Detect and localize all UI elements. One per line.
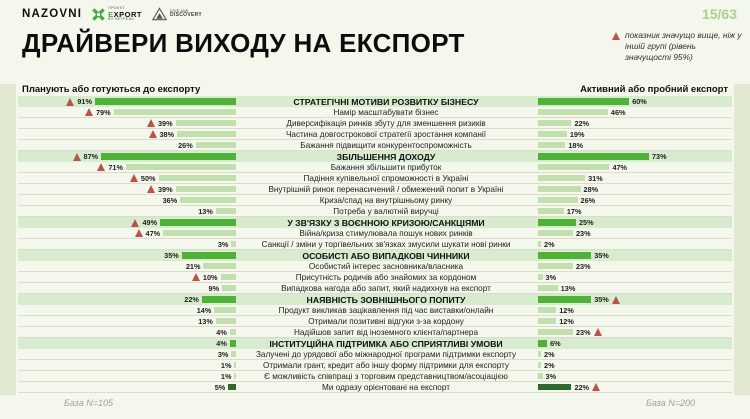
left-bar-zone (18, 152, 236, 161)
left-bar-zone (18, 119, 236, 128)
left-bar-zone (18, 350, 236, 359)
left-bar-zone (18, 207, 236, 216)
right-bar-zone (536, 306, 732, 315)
significance-triangle-icon (192, 273, 200, 281)
chart-row (18, 239, 732, 250)
left-bar (228, 384, 236, 390)
category-label: У ЗВ'ЯЗКУ З ВОЄННОЮ КРИЗОЮ/САНКЦІЯМИ (287, 217, 485, 228)
left-value-label: 14% (196, 305, 212, 315)
right-bar-zone (536, 328, 732, 337)
left-column-header: Планують або готуються до експорту (22, 84, 201, 95)
chart-row (18, 283, 732, 294)
left-value-label: 36% (162, 195, 178, 205)
left-bar-zone (18, 185, 236, 194)
row-label: Війна/криза стимулювала пошук нових ринків (299, 228, 473, 238)
right-bar (538, 219, 576, 226)
right-bar-zone (536, 174, 732, 183)
significance-legend (612, 30, 744, 63)
left-bar (180, 197, 236, 203)
left-bar-zone (18, 229, 236, 238)
category-row (18, 250, 732, 261)
left-value-label: 71% (108, 162, 123, 172)
right-value-label: 22% (574, 382, 590, 392)
base-note-left: База N=105 (64, 398, 114, 408)
discovery-logo (152, 7, 202, 21)
category-row (18, 151, 732, 162)
left-value-label: 50% (140, 173, 156, 183)
row-label: Отримали позитивні відгуки з-за кордону (308, 316, 464, 326)
left-bar (222, 285, 236, 291)
significance-triangle-icon (73, 153, 81, 161)
right-value-label: 23% (575, 228, 591, 238)
right-bar-zone (536, 196, 732, 205)
left-value-label: 3% (217, 349, 229, 359)
right-bar (538, 98, 629, 105)
right-bar-zone (536, 240, 732, 249)
row-label: Намір масштабувати бізнес (333, 107, 439, 117)
row-label: Диверсифікація ринків збуту для зменшення ризиків (286, 118, 486, 128)
category-label: ЗБІЛЬШЕННЯ ДОХОДУ (336, 151, 436, 162)
left-bar-zone (18, 130, 236, 139)
left-bar-zone (18, 295, 236, 304)
significance-triangle-icon (135, 229, 143, 237)
left-bar-zone (18, 306, 236, 315)
significance-triangle-icon (592, 383, 600, 391)
category-label: ОСОБИСТІ АБО ВИПАДКОВІ ЧИННИКИ (302, 250, 470, 261)
right-value-label: 2% (544, 360, 555, 370)
right-bar (538, 351, 541, 357)
right-bar-zone (536, 185, 732, 194)
chart-rows (18, 96, 732, 393)
page-edge-left (0, 84, 16, 395)
left-bar (216, 208, 236, 214)
right-value-label: 31% (588, 173, 603, 183)
category-row (18, 217, 732, 228)
left-value-label: 79% (95, 107, 111, 117)
right-bar-zone (536, 350, 732, 359)
significance-triangle-icon (612, 296, 620, 304)
right-bar-zone (536, 372, 732, 381)
row-label: Криза/спад на внутрішньому ринку (319, 195, 453, 205)
left-bar (196, 142, 236, 148)
right-value-label: 18% (568, 140, 583, 150)
right-bar (538, 362, 541, 368)
right-value-label: 17% (566, 206, 582, 216)
right-bar-zone (536, 284, 732, 293)
right-value-label: 12% (559, 316, 574, 326)
category-label: НАЯВНІСТЬ ЗОВНІШНЬОГО ПОПИТУ (306, 294, 466, 305)
right-bar (538, 241, 541, 247)
right-value-label: 25% (579, 218, 594, 227)
right-bar-zone (536, 218, 732, 227)
right-bar (538, 131, 567, 137)
right-bar (538, 164, 609, 170)
right-bar (538, 186, 581, 192)
right-bar (538, 373, 543, 379)
category-row (18, 294, 732, 305)
left-bar (163, 230, 236, 236)
row-label: Внутрішній ринок перенасичений / обмежений попит в Україні (268, 184, 504, 194)
export-logo-top: ПРОЄКТ (108, 6, 125, 10)
chart-row (18, 371, 732, 382)
right-value-label: 12% (559, 305, 574, 315)
left-bar (160, 219, 236, 226)
right-bar-zone (536, 361, 732, 370)
right-bar-zone (536, 295, 732, 304)
row-label: Потреба у валютній виручці (333, 206, 439, 216)
left-value-label: 1% (220, 371, 232, 381)
row-label: Випадкова нагода або запит, який надихнув на експорт (281, 283, 491, 293)
page-title: ДРАЙВЕРИ ВИХОДУ НА ЕКСПОРТ (22, 28, 465, 58)
left-bar-zone (18, 97, 236, 106)
left-value-label: 87% (83, 152, 99, 161)
left-value-label: 3% (217, 239, 229, 249)
right-value-label: 35% (594, 295, 609, 304)
right-value-label: 19% (569, 129, 585, 139)
left-bar-zone (18, 174, 236, 183)
export-logo-sub: BY NETPEAK (108, 17, 135, 21)
page-edge-right (734, 84, 750, 395)
category-label: ІНСТИТУЦІЙНА ПІДТРИМКА АБО СПРИЯТЛИВІ УМОВИ (269, 338, 503, 349)
nazovni-logo: NAZOVNI (22, 8, 83, 21)
row-label: Надійшов запит від іноземного клієнта/партнера (293, 327, 479, 337)
left-value-label: 35% (164, 251, 179, 260)
right-bar-zone (536, 108, 732, 117)
right-bar (538, 285, 558, 291)
chart-row (18, 305, 732, 316)
significance-triangle-icon (147, 119, 155, 127)
right-bar (538, 318, 556, 324)
base-note-right: База N=200 (645, 398, 695, 408)
row-label: Частина довгострокової стратегії зростання компанії (285, 129, 487, 139)
left-bar-zone (18, 251, 236, 260)
right-bar (538, 197, 578, 203)
right-value-label: 6% (550, 339, 561, 348)
left-bar-zone (18, 284, 236, 293)
chart-row (18, 107, 732, 118)
discovery-logo-top: DIVE AND (170, 8, 189, 13)
row-label: Залучені до урядової або міжнародної програми підтримки експорту (255, 349, 517, 359)
category-row (18, 338, 732, 349)
significance-triangle-icon (66, 98, 74, 106)
chart-row (18, 316, 732, 327)
left-bar-zone (18, 383, 236, 392)
right-bar-zone (536, 273, 732, 282)
left-value-label: 26% (178, 140, 193, 150)
row-label: Бажання підвищити конкурентоспроможність (300, 140, 472, 150)
right-value-label: 22% (574, 118, 590, 128)
right-bar-zone (536, 339, 732, 348)
left-value-label: 4% (216, 327, 227, 337)
right-bar (538, 142, 565, 148)
left-bar (202, 296, 236, 303)
chart-row (18, 140, 732, 151)
left-value-label: 13% (198, 206, 213, 216)
left-bar-zone (18, 141, 236, 150)
chart-row (18, 349, 732, 360)
category-row (18, 96, 732, 107)
chart-row (18, 382, 732, 393)
left-bar-zone (18, 218, 236, 227)
right-bar-zone (536, 130, 732, 139)
left-value-label: 1% (220, 360, 232, 370)
left-value-label: 91% (77, 97, 92, 106)
left-bar-zone (18, 108, 236, 117)
right-bar (538, 175, 585, 181)
export-logo-word: EXPORT (108, 9, 143, 19)
row-label: Продукт викликав зацікавлення під час виставки/онлайн (278, 305, 494, 315)
left-bar (176, 120, 236, 126)
green-x-icon (92, 8, 105, 21)
row-label: Ми одразу орієнтовані на експорт (322, 382, 450, 392)
right-bar-zone (536, 163, 732, 172)
right-bar (538, 109, 608, 115)
left-bar-zone (18, 163, 236, 172)
row-label: Санкції / зміни у торгівельних зв'язках змусили шукати нові ринки (261, 239, 511, 249)
significance-triangle-icon (147, 185, 155, 193)
right-bar (538, 296, 591, 303)
right-bar (538, 340, 547, 347)
left-bar-zone (18, 361, 236, 370)
left-value-label: 9% (208, 283, 220, 293)
logo-row (22, 7, 202, 22)
right-bar-zone (536, 262, 732, 271)
row-label: Отримали грант, кредит або іншу форму підтримки для експорту (262, 360, 510, 370)
left-bar (95, 98, 236, 105)
triangle-logo-icon (152, 7, 167, 21)
page-number: 15/63 (701, 6, 737, 22)
left-bar (159, 175, 237, 181)
left-bar (221, 274, 237, 280)
right-value-label: 46% (610, 107, 626, 117)
right-bar-zone (536, 141, 732, 150)
chart-row (18, 206, 732, 217)
left-bar-zone (18, 240, 236, 249)
significance-triangle-icon (594, 328, 602, 336)
right-bar (538, 274, 543, 280)
left-value-label: 47% (145, 228, 161, 238)
discovery-logo-word: DISCOVERY (170, 12, 202, 19)
right-bar-zone (536, 152, 732, 161)
right-bar (538, 384, 571, 390)
right-bar-zone (536, 119, 732, 128)
right-bar-zone (536, 383, 732, 392)
right-bar-zone (536, 229, 732, 238)
right-column-header: Активний або пробний експорт (580, 84, 728, 95)
right-value-label: 13% (560, 283, 576, 293)
chart-row (18, 261, 732, 272)
significance-triangle-icon (97, 163, 105, 171)
chart-row (18, 327, 732, 338)
row-label: Особистий інтерес засновника/власника (308, 261, 464, 271)
chart-row (18, 272, 732, 283)
right-value-label: 3% (545, 272, 557, 282)
row-label: Присутність родичів або знайомих за кордоном (295, 272, 477, 282)
right-bar (538, 329, 573, 335)
left-bar-zone (18, 372, 236, 381)
left-value-label: 5% (214, 382, 226, 392)
right-value-label: 23% (575, 261, 591, 271)
category-label: СТРАТЕГІЧНІ МОТИВИ РОЗВИТКУ БІЗНЕСУ (293, 96, 479, 107)
left-value-label: 13% (198, 316, 213, 326)
left-bar (101, 153, 236, 160)
left-value-label: 10% (202, 272, 218, 282)
right-bar (538, 307, 556, 313)
right-value-label: 35% (594, 251, 609, 260)
right-bar (538, 208, 564, 214)
left-bar (214, 307, 236, 313)
significance-triangle-icon (131, 219, 139, 227)
column-headers (18, 84, 732, 96)
right-value-label: 26% (580, 195, 596, 205)
right-value-label: 3% (545, 371, 557, 381)
right-value-label: 23% (575, 327, 591, 337)
left-bar (203, 263, 236, 269)
right-bar (538, 120, 571, 126)
right-value-label: 47% (612, 162, 628, 172)
right-bar (538, 252, 591, 259)
right-bar (538, 263, 573, 269)
significance-triangle-icon (612, 32, 620, 40)
chart-row (18, 129, 732, 140)
left-bar-zone (18, 317, 236, 326)
left-bar-zone (18, 262, 236, 271)
left-value-label: 21% (185, 261, 201, 271)
chart-row (18, 162, 732, 173)
chart-row (18, 360, 732, 371)
right-value-label: 2% (544, 239, 555, 249)
significance-triangle-icon (85, 108, 93, 116)
left-value-label: 4% (216, 339, 227, 348)
right-value-label: 60% (632, 97, 647, 106)
left-bar (114, 109, 236, 115)
left-bar-zone (18, 328, 236, 337)
right-value-label: 28% (583, 184, 599, 194)
row-label: Бажання збільшити прибуток (330, 162, 442, 172)
legend-text: показник значущо вище, ніж у іншій групі (рівень значущості 95%) (625, 30, 742, 62)
row-label: Є можливість співпраці з торговим представництвом/асоціацією (264, 371, 508, 381)
left-bar (216, 318, 236, 324)
left-bar-zone (18, 273, 236, 282)
significance-triangle-icon (130, 174, 138, 182)
left-bar (176, 186, 236, 192)
right-bar-zone (536, 207, 732, 216)
right-bar-zone (536, 317, 732, 326)
significance-triangle-icon (149, 130, 157, 138)
left-bar (182, 252, 236, 259)
left-value-label: 38% (159, 129, 175, 139)
right-value-label: 2% (544, 349, 555, 359)
left-bar (177, 131, 236, 137)
chart-row (18, 195, 732, 206)
right-bar (538, 230, 573, 236)
left-bar-zone (18, 196, 236, 205)
right-bar-zone (536, 251, 732, 260)
left-bar-zone (18, 339, 236, 348)
chart-row (18, 173, 732, 184)
left-value-label: 39% (157, 118, 173, 128)
butterfly-chart (18, 84, 732, 393)
right-bar (538, 153, 649, 160)
left-value-label: 39% (157, 184, 173, 194)
right-value-label: 73% (651, 152, 667, 161)
chart-row (18, 228, 732, 239)
left-bar (126, 164, 236, 170)
export-logo (92, 7, 142, 22)
row-label: Падіння купівельної спроможності в Україні (303, 173, 469, 183)
chart-row (18, 118, 732, 129)
left-value-label: 49% (142, 218, 158, 227)
chart-row (18, 184, 732, 195)
left-value-label: 22% (184, 295, 199, 304)
right-bar-zone (536, 97, 732, 106)
